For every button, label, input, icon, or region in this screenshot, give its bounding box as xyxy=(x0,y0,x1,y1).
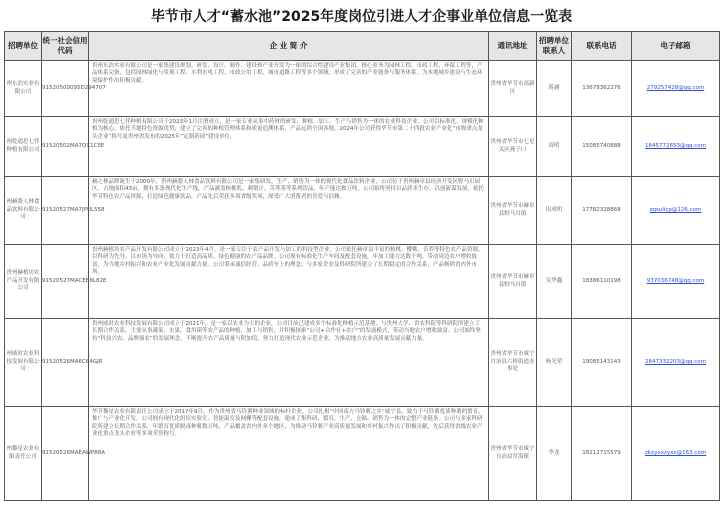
email-link[interactable]: 279257428@qq.com xyxy=(632,61,720,117)
unit-name: 贵州赫植坊农产品开发有限公司 xyxy=(5,245,42,319)
address: 贵州省毕节市七星关区燕子口 xyxy=(489,117,537,177)
credit-code: 91520527MA7JPUL558 xyxy=(42,177,89,245)
company-description: 贵州东浩实业有限公司是一家集建设规划、研发、设计、制作、建设和产业开发为一体的综合性建设产业集团，核心业务为园林工程、市政工程、环保工程等，产品体系完备，包括园林绿化与景观工程、水利水电工程、市政公用工程、城市道路工程等多个领域，形成了完善的产业链条与服务体系，为本地城乡建设与生态环境保护作出积极贡献。 xyxy=(89,61,489,117)
header-email: 电子邮箱 xyxy=(632,32,720,61)
phone: 17782328868 xyxy=(572,177,632,245)
table-row xyxy=(5,177,720,245)
unit-name: 州黎星农业有限责任公司 xyxy=(5,407,42,501)
company-description: 毕节黎星农业有限责任公司成立于2017年9月，作为贵州省马铃薯种业领域的标杆企业，公司扎根“中国南方马铃薯之乡”威宁县，致力于马铃薯优质种薯的繁育、推广与产业化开发。公司拥有现代化组培实验室、智能温室及网棚等配套设施，建成了集科研、繁育、生产、仓储、销售为一体的完整产业链条。公司与多家科研院所建立长期合作关系，年繁育优质脱毒种薯数万吨，产品覆盖省内外多个地区，为推动马铃薯产业高质量发展和乡村振兴作出了积极贡献，先后获得省级农业产业化重点龙头企业等多项荣誉称号。 xyxy=(89,407,489,501)
table-header-row xyxy=(5,32,720,61)
phone: 19085143143 xyxy=(572,319,632,407)
address: 贵州省毕节市赫章县野马川镇 xyxy=(489,245,537,319)
email-link[interactable]: zqsulicp@126.com xyxy=(632,177,720,245)
unit-name: 州威时农业科技发展有限公司 xyxy=(5,319,42,407)
email-link[interactable]: 937036748@qq.com xyxy=(632,245,720,319)
unit-name: 州赫姿人林食品饮料有限公司 xyxy=(5,177,42,245)
address: 贵州省毕节市威宁自治县六桥街道办事处 xyxy=(489,319,537,407)
page-title: 毕节市人才“蓄水池”2025年度岗位引进人才企事业单位信息一览表 xyxy=(150,9,573,25)
phone: 13678362276 xyxy=(572,61,632,117)
contact-person: 吴华鑫 xyxy=(537,245,572,319)
table-row xyxy=(5,61,720,117)
header-unit: 招聘单位 xyxy=(5,32,42,61)
email-link[interactable]: zkxyxxzyxx@163.com xyxy=(632,407,720,501)
company-description: 贵州威时农业科技发展有限公司成立于2021年，是一家以农业为主的企业，公司目前已建成多个标准化种植示范基地，与贵州大学、省农科院等科研院所建立了长期合作关系，主要从事蔬菜、水果、食用菌等农产品的种植、加工与销售，并积极探索“公司+合作社+农户”的发展模式，带动当地农户增收致富。公司始终坚持“科技兴农、品牌强农”的发展理念，不断提升农产品质量与附加值，努力打造现代农业示范企业，为推动地方农业高质量发展贡献力量。 xyxy=(89,319,489,407)
unit-name: 州东浩实业有限公司 xyxy=(5,61,42,117)
table-row xyxy=(5,117,720,177)
table-row xyxy=(5,407,720,501)
credit-code: 91520502MA7QX1C5E xyxy=(42,117,89,177)
address: 贵州省毕节市赫章县野马川镇 xyxy=(489,177,537,245)
header-description: 企 业 简 介 xyxy=(89,32,489,61)
email-link[interactable]: 1845772653@qq.com xyxy=(632,117,720,177)
company-description: 贵州乾通思七伴种植有限公司于2023年1月注册成立，是一家专业从事中药材的研发、种植、加工、生产与销售为一体的农业科技企业。公司以标准化、规模化种植为核心，依托当地特色资源优势，建立了完善的种植管理体系和质量追溯体系，产品远销全国各地。2024年公司获得毕节市第二十四批农业产业化“市级重点龙头企业”称号及贵州省发布的2025年“定制药园”建设单位。 xyxy=(89,117,489,177)
contact-person: 李龙 xyxy=(537,407,572,501)
credit-code: 91520526MAEAWP88A xyxy=(42,407,89,501)
address: 贵州省毕节市威宁自治县草海镇 xyxy=(489,407,537,501)
contact-person: 蒋涵 xyxy=(537,61,572,117)
contact-person: 田成明 xyxy=(537,177,572,245)
contact-person: 杨光荣 xyxy=(537,319,572,407)
header-contact: 招聘单位联系人 xyxy=(537,32,572,61)
contact-person: 周明 xyxy=(537,117,572,177)
address: 贵州省毕节市高新区 xyxy=(489,61,537,117)
company-description: 贵州赫植坊农产品开发有限公司成立于2023年4月，是一家专注于农产品开发与加工的科技型企业，公司依托赫章县丰富的核桃、樱桃、苦荞等特色农产品资源，以科研为先导、以市场为导向，致力于打造高品质、绿色健康的农产品品牌。公司现有标准化生产车间及配套设施，年加工能力达数千吨，带动周边农户增收致富，为当地乡村振兴和农业产业化发展贡献力量。公司秉承诚信经营、品质至上的理念，与多家企业及科研院所建立了长期稳定的合作关系，产品畅销省内外市场。 xyxy=(89,245,489,319)
unit-name: 州乾通思七伴种植有限公司 xyxy=(5,117,42,177)
credit-code: 91520500095D294707 xyxy=(42,61,89,117)
phone: 15085740888 xyxy=(572,117,632,177)
table-row xyxy=(5,245,720,319)
credit-code: 91520527MACEB8L82E xyxy=(42,245,89,319)
recruitment-table xyxy=(4,31,720,501)
header-credit-code: 统一社会信用代码 xyxy=(42,32,89,61)
header-phone: 联系电话 xyxy=(572,32,632,61)
header-address: 通讯地址 xyxy=(489,32,537,61)
phone: 18386110198 xyxy=(572,245,632,319)
credit-code: 91520526MA6C64GJR xyxy=(42,319,89,407)
email-link[interactable]: 2847332203@qq.com xyxy=(632,319,720,407)
phone: 18212715579 xyxy=(572,407,632,501)
company-description: 赫之林品牌诞生于2000年，贵州赫姿人林食品饮料有限公司是一家集研发、生产、销售为一体的现代化食品饮料企业，公司位于贵州赫章县经济开发区野马川园区，占地面积43亩，拥有多条现代化生产线，产品涵盖核桃乳、刺梨汁、苦荞茶等系列饮品，年产能达数万吨。公司始终坚持以品质求生存、以创新谋发展，依托毕节特色农产品资源，打造绿色健康饮品，产品先后荣获多项省级奖项，深受广大消费者的喜爱与信赖。 xyxy=(89,177,489,245)
table-row xyxy=(5,319,720,407)
